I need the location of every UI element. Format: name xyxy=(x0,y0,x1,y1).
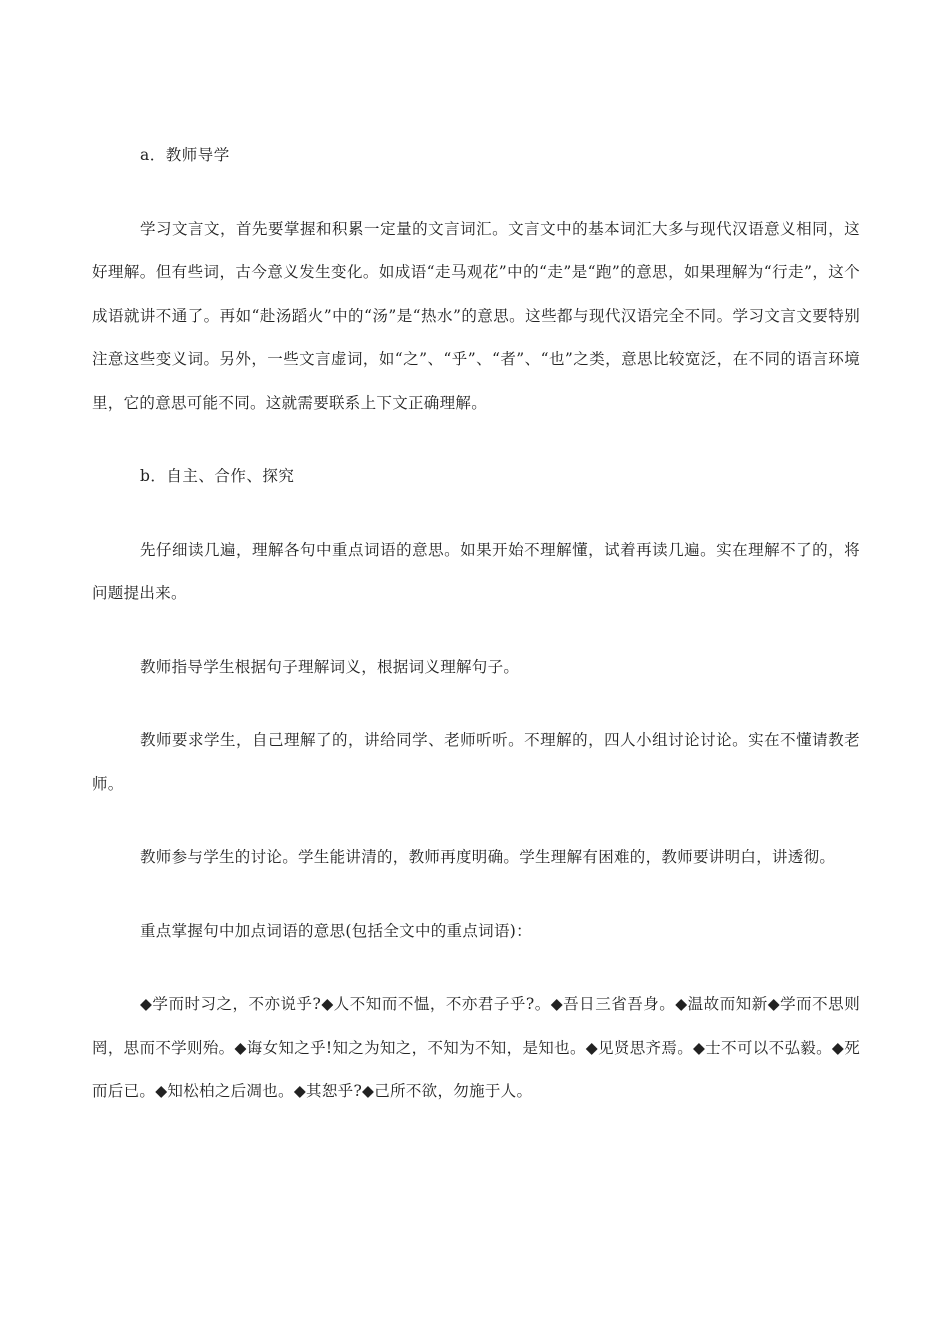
paragraph-quotes: ◆学而时习之，不亦说乎?◆人不知而不愠，不亦君子乎?。◆吾日三省吾身。◆温故而知新◆学而不思则罔，思而不学则殆。◆诲女知之乎!知之为知之，不知为不知，是知也。◆见贤思齐焉。◆士不可以不弘毅。◆死而后已。◆知松柏之后凋也。◆其恕乎?◆己所不欲，勿施于人。 xyxy=(92,995,860,1100)
paragraph-read: 先仔细读几遍，理解各句中重点词语的意思。如果开始不理解懂，试着再读几遍。实在理解不了的，将问题提出来。 xyxy=(92,540,860,602)
spacer xyxy=(92,880,860,910)
spacer xyxy=(92,616,860,646)
section-a-body: 学习文言文，首先要掌握和积累一定量的文言词汇。文言文中的基本词汇大多与现代汉语意义相同，这好理解。但有些词，古今意义发生变化。如成语“走马观花”中的“走”是“跑”的意思，如果理解为“行走”，这个成语就讲不通了。再如“赴汤蹈火”中的“汤”是“热水”的意思。这些都与现代汉语完全不同。学习文言文要特别注意这些变义词。另外，一些文言虚词，如“之”、“乎”、“者”、“也”之类，意思比较宽泛，在不同的语言环境里，它的意思可能不同。这就需要联系上下文正确理解。 xyxy=(92,219,860,412)
document-page xyxy=(92,134,860,1114)
section-b-heading: b．自主、合作、探究 xyxy=(140,467,295,485)
spacer xyxy=(92,806,860,836)
spacer xyxy=(92,178,860,208)
paragraph-guide: 教师指导学生根据句子理解词义，根据词义理解句子。 xyxy=(140,657,520,676)
paragraph-keywords-intro: 重点掌握句中加点词语的意思(包括全文中的重点词语)： xyxy=(140,921,532,940)
paragraph-participate: 教师参与学生的讨论。学生能讲清的，教师再度明确。学生理解有困难的，教师要讲明白，讲透彻。 xyxy=(140,848,836,866)
spacer xyxy=(92,953,860,983)
spacer xyxy=(92,499,860,529)
section-a-heading: a．教师导学 xyxy=(140,146,230,164)
paragraph-require: 教师要求学生，自己理解了的，讲给同学、老师听听。不理解的，四人小组讨论讨论。实在不懂请教老师。 xyxy=(92,731,860,793)
spacer xyxy=(92,425,860,455)
spacer xyxy=(92,689,860,719)
